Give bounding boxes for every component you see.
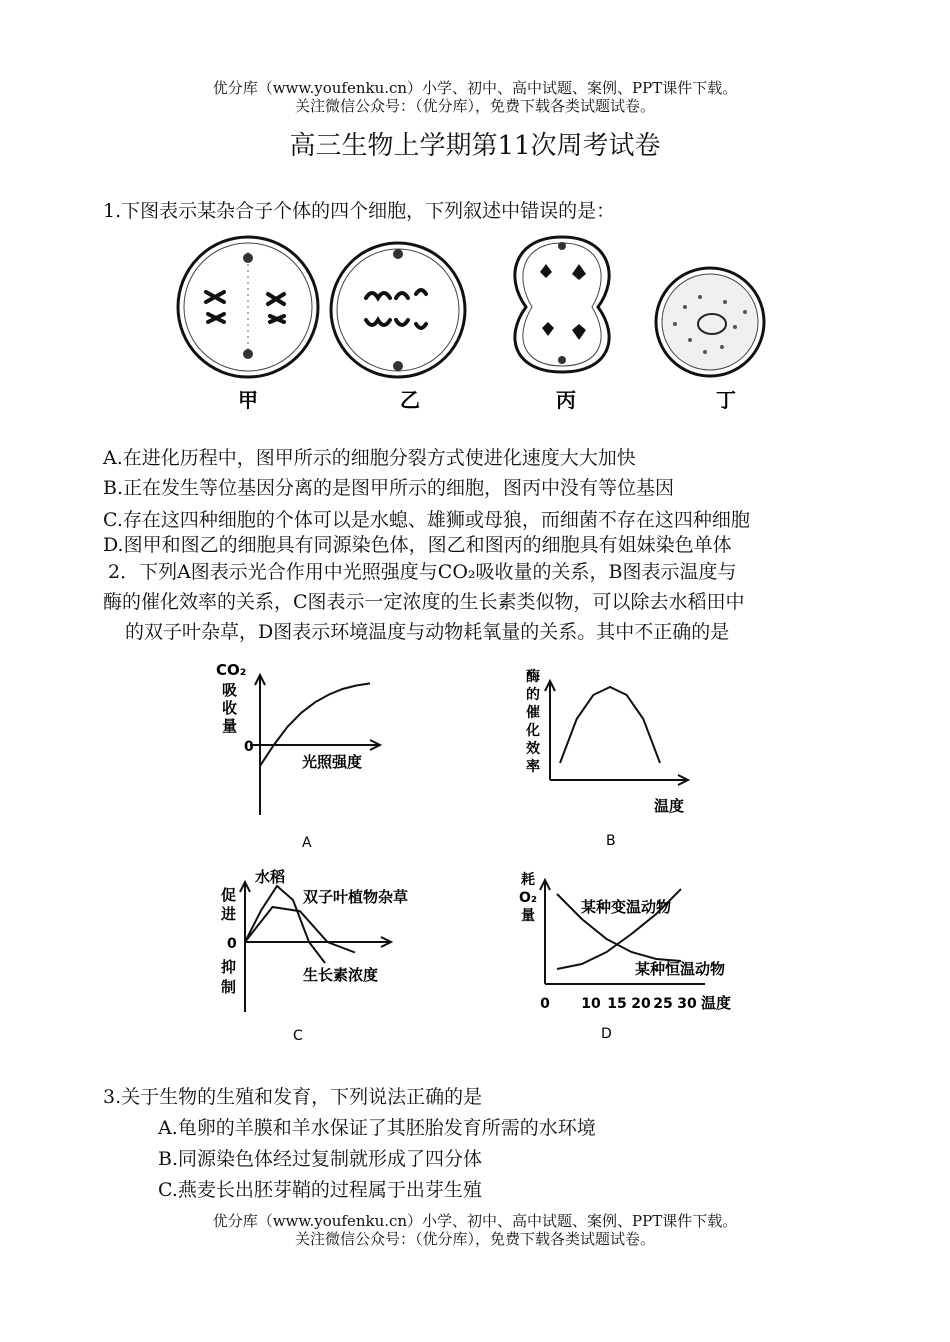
q1-stem: 1.下图表示某杂合子个体的四个细胞，下列叙述中错误的是： [103,200,616,222]
chart-c-origin: 0 [227,936,237,952]
chart-b [520,665,700,855]
chart-d [515,866,755,1046]
chart-a-ylabel-shou: 收 [222,699,238,717]
chart-c-curve2-label: 双子叶植物杂草 [303,888,409,906]
q3-option-b: B.同源染色体经过复制就形成了四分体 [158,1148,483,1170]
q1-cells-figure [170,232,780,412]
chart-c-curve1-label: 水稻 [255,868,286,886]
chart-b-ylabel-6: 率 [526,759,540,775]
cell-jia [178,237,318,377]
chart-c [215,862,445,1047]
chart-d-ylabel-o2: O₂ [519,890,538,906]
cell-bing [515,237,609,372]
q3-option-a: A.龟卵的羊膜和羊水保证了其胚胎发育所需的水环境 [158,1117,596,1139]
cell-label-bing: 丙 [556,388,576,412]
footer-line-1: 优分库（www.youfenku.cn）小学、初中、高中试题、案例、PPT课件下载。 [212,1212,738,1230]
chart-c-caption: C [293,1028,303,1044]
chart-d-curve1-label: 某种变温动物 [581,898,672,916]
chart-a-ylabel-co2: CO₂ [216,661,247,679]
q1-option-c: C.存在这四种细胞的个体可以是水螅、雄狮或母狼，而细菌不存在这四种细胞 [103,509,750,531]
chart-d-tick-10: 10 [581,996,601,1012]
chart-c-curve-weed [245,907,355,953]
chart-d-tick-30: 30 [677,996,697,1012]
chart-c-ylabel-jin: 进 [221,905,237,923]
header-line-1: 优分库（www.youfenku.cn）小学、初中、高中试题、案例、PPT课件下载。 [212,79,738,97]
chart-b-ylabel-4: 化 [526,723,540,739]
chart-d-caption: D [601,1026,612,1042]
chart-b-ylabel-3: 催 [526,705,540,721]
chart-b-ylabel-2: 的 [526,687,540,703]
chart-d-tick-0: 0 [540,996,550,1012]
q1-option-d: D.图甲和图乙的细胞具有同源染色体，图乙和图丙的细胞具有姐妹染色单体 [103,534,732,556]
chart-d-tick-15: 15 [607,996,627,1012]
chart-b-curve [560,687,660,763]
chart-d-tick-20: 20 [631,996,651,1012]
chart-b-caption: B [606,833,616,849]
cell-yi [331,243,465,377]
chart-a-origin: 0 [244,739,254,755]
cell-ding [656,268,764,376]
chart-b-ylabel-1: 酶 [526,669,540,685]
chart-c-ylabel-cu: 促 [221,886,237,904]
cell-label-jia: 甲 [238,388,258,412]
q2-stem-line-2: 酶的催化效率的关系，C图表示一定浓度的生长素类似物，可以除去水稻田中 [103,591,745,613]
chart-d-tick-25: 25 [653,996,673,1012]
cell-label-yi: 乙 [400,388,420,412]
chart-d-ylabel-hao: 耗 [521,872,535,888]
chart-a-xlabel: 光照强度 [302,753,363,771]
q1-option-b: B.正在发生等位基因分离的是图甲所示的细胞，图丙中没有等位基因 [103,477,675,499]
chart-d-curve2-label: 某种恒温动物 [635,960,726,978]
chart-b-xlabel: 温度 [654,797,685,815]
header-line-2: 关注微信公众号：（优分库），免费下载各类试题试卷。 [294,97,655,115]
chart-c-ylabel-yi: 抑 [221,958,237,976]
chart-a-caption: A [302,835,312,851]
chart-c-ylabel-zhi: 制 [221,978,237,996]
page-title: 高三生物上学期第11次周考试卷 [289,131,661,161]
q3-stem: 3.关于生物的生殖和发育，下列说法正确的是 [103,1086,483,1108]
chart-a-ylabel-xi: 吸 [222,681,238,699]
q2-stem-line-1: 2．下列A图表示光合作用中光照强度与CO₂吸收量的关系，B图表示温度与 [108,561,737,583]
chart-a [210,655,410,855]
footer-line-2: 关注微信公众号：（优分库），免费下载各类试题试卷。 [294,1230,655,1248]
chart-d-ylabel-liang: 量 [521,908,535,924]
cell-label-ding: 丁 [716,388,736,412]
q1-option-a: A.在进化历程中，图甲所示的细胞分裂方式使进化速度大大加快 [103,447,636,469]
chart-a-ylabel-liang: 量 [222,717,238,735]
chart-d-xlabel: 温度 [701,994,732,1012]
q3-option-c: C.燕麦长出胚芽鞘的过程属于出芽生殖 [158,1179,482,1201]
chart-c-xlabel: 生长素浓度 [303,966,379,984]
chart-b-ylabel-5: 效 [526,741,540,757]
q2-stem-line-3: 的双子叶杂草，D图表示环境温度与动物耗氧量的关系。其中不正确的是 [125,621,730,643]
